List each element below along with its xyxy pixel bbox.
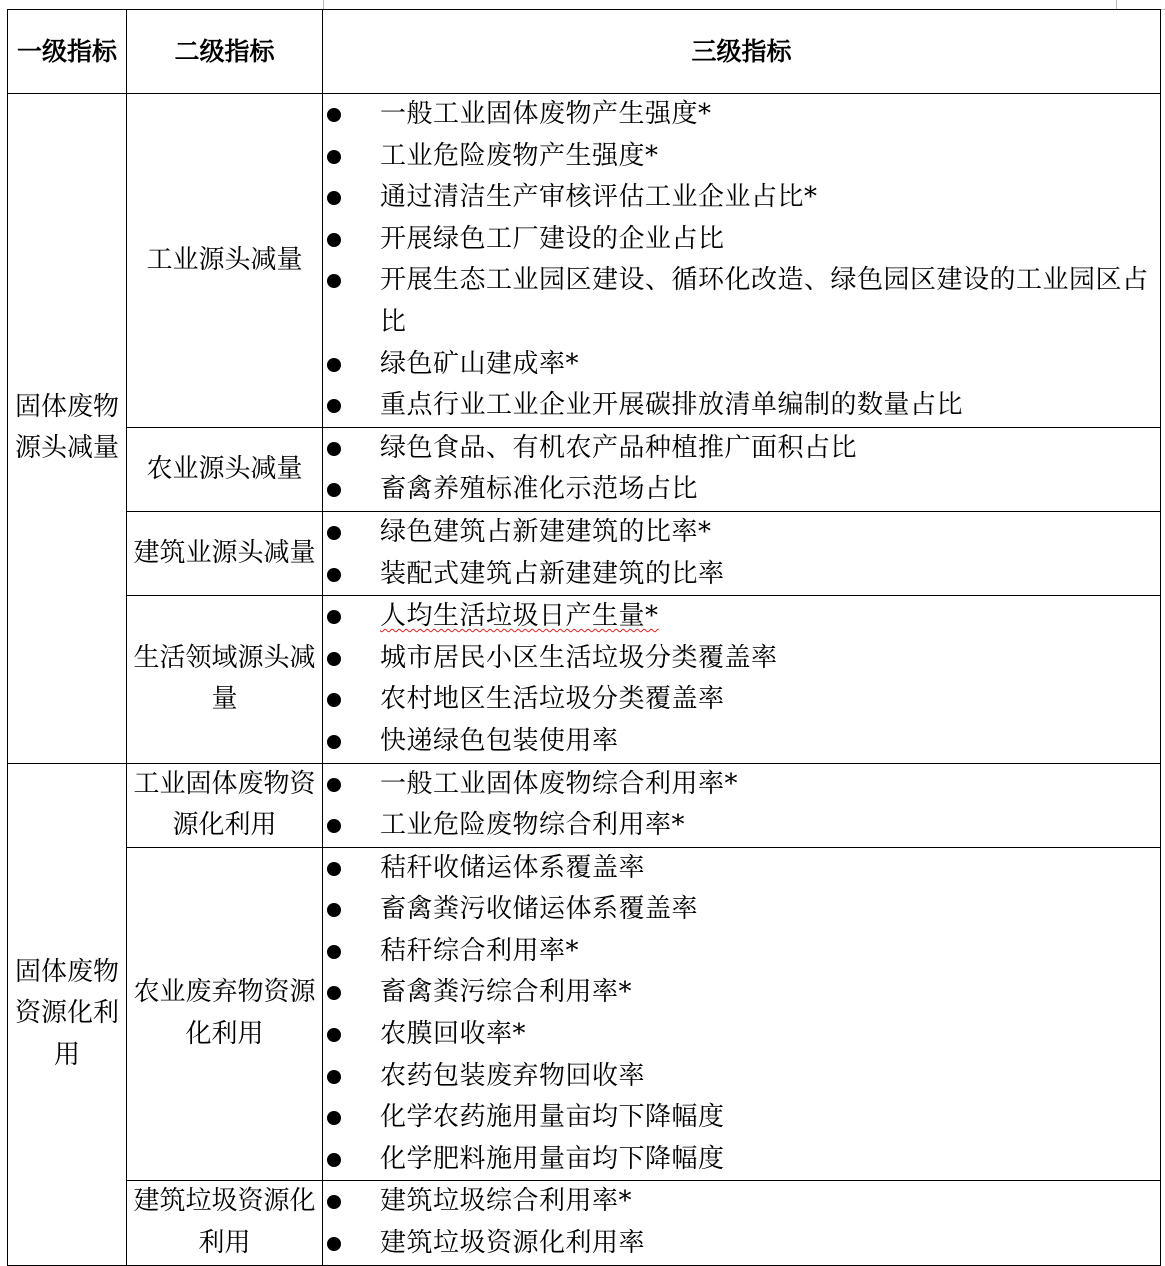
level3-cell — [323, 596, 1161, 763]
indicator-list — [323, 94, 1160, 427]
list-item: 装配式建筑占新建建筑的比率 — [323, 554, 1160, 596]
bullet-icon — [327, 862, 341, 876]
header-level2: 二级指标 — [127, 10, 323, 94]
level1-cell: 固体废物资源化利用 — [8, 763, 127, 1265]
bullet-icon — [327, 1195, 341, 1209]
list-item: 建筑垃圾资源化利用率 — [323, 1223, 1160, 1265]
bullet-icon — [327, 945, 341, 959]
bullet-icon — [327, 483, 341, 497]
bullet-icon — [327, 903, 341, 917]
list-item — [323, 596, 1160, 638]
bullet-icon — [327, 233, 341, 247]
bullet-icon — [327, 986, 341, 1000]
indicator-list — [323, 1181, 1160, 1264]
list-item: 一般工业固体废物综合利用率* — [323, 764, 1160, 806]
level2-cell: 农业源头减量 — [127, 427, 323, 511]
list-item: 化学农药施用量亩均下降幅度 — [323, 1097, 1160, 1139]
bullet-icon — [327, 568, 341, 582]
level2-cell: 生活领域源头减量 — [127, 596, 323, 763]
list-item: 工业危险废物产生强度* — [323, 136, 1160, 178]
list-item: 畜禽粪污收储运体系覆盖率 — [323, 889, 1160, 931]
level3-cell — [323, 1181, 1161, 1265]
level3-cell — [323, 511, 1161, 595]
level2-cell: 工业源头减量 — [127, 94, 323, 428]
header-level3: 三级指标 — [323, 10, 1161, 94]
bullet-icon — [327, 1237, 341, 1251]
level3-cell — [323, 763, 1161, 847]
level2-cell: 工业固体废物资源化利用 — [127, 763, 323, 847]
list-item: 农药包装废弃物回收率 — [323, 1056, 1160, 1098]
bullet-icon — [327, 108, 341, 122]
bullet-icon — [327, 1070, 341, 1084]
list-item: 秸秆收储运体系覆盖率 — [323, 848, 1160, 890]
indicator-table — [7, 9, 1161, 1266]
header-level1: 一级指标 — [8, 10, 127, 94]
table-row — [8, 427, 1161, 511]
indicator-list — [323, 428, 1160, 511]
bullet-icon — [327, 819, 341, 833]
spellcheck-flagged-text: 人均生活垃圾日产生量* — [380, 601, 659, 632]
list-item: 绿色食品、有机农产品种植推广面积占比 — [323, 428, 1160, 470]
list-item: 秸秆综合利用率* — [323, 931, 1160, 973]
bullet-icon — [327, 150, 341, 164]
bullet-icon — [327, 1111, 341, 1125]
bullet-icon — [327, 778, 341, 792]
list-item: 工业危险废物综合利用率* — [323, 805, 1160, 847]
table-row — [8, 511, 1161, 595]
bullet-icon — [327, 191, 341, 205]
level2-cell: 建筑垃圾资源化利用 — [127, 1181, 323, 1265]
list-item: 绿色矿山建成率* — [323, 344, 1160, 386]
list-item: 快递绿色包装使用率 — [323, 721, 1160, 763]
bullet-icon — [327, 610, 341, 624]
list-item: 绿色建筑占新建建筑的比率* — [323, 512, 1160, 554]
bullet-icon — [327, 693, 341, 707]
table-header-row — [8, 10, 1161, 94]
list-item: 建筑垃圾综合利用率* — [323, 1181, 1160, 1223]
list-item: 畜禽粪污综合利用率* — [323, 972, 1160, 1014]
indicator-list — [323, 764, 1160, 847]
list-item: 化学肥料施用量亩均下降幅度 — [323, 1139, 1160, 1181]
list-item: 一般工业固体废物产生强度* — [323, 94, 1160, 136]
bullet-icon — [327, 526, 341, 540]
table-row — [8, 763, 1161, 847]
list-item: 重点行业工业企业开展碳排放清单编制的数量占比 — [323, 385, 1160, 427]
bullet-icon — [327, 1028, 341, 1042]
list-item: 畜禽养殖标准化示范场占比 — [323, 469, 1160, 511]
bullet-icon — [327, 274, 341, 288]
list-item: 开展绿色工厂建设的企业占比 — [323, 219, 1160, 261]
bullet-icon — [327, 652, 341, 666]
bullet-icon — [327, 358, 341, 372]
list-item: 通过清洁生产审核评估工业企业占比* — [323, 177, 1160, 219]
level2-cell: 建筑业源头减量 — [127, 511, 323, 595]
bullet-icon — [327, 1153, 341, 1167]
level2-cell: 农业废弃物资源化利用 — [127, 847, 323, 1181]
bullet-icon — [327, 442, 341, 456]
indicator-list — [323, 512, 1160, 595]
bullet-icon — [327, 399, 341, 413]
level3-cell — [323, 847, 1161, 1181]
list-item: 城市居民小区生活垃圾分类覆盖率 — [323, 638, 1160, 680]
table-row — [8, 596, 1161, 763]
level1-cell: 固体废物源头减量 — [8, 94, 127, 764]
table-row — [8, 94, 1161, 428]
bullet-icon — [327, 735, 341, 749]
list-item: 农村地区生活垃圾分类覆盖率 — [323, 679, 1160, 721]
list-item: 开展生态工业园区建设、循环化改造、绿色园区建设的工业园区占比 — [323, 260, 1160, 343]
indicator-list — [323, 848, 1160, 1181]
level3-cell — [323, 94, 1161, 428]
table-row — [8, 1181, 1161, 1265]
table-row — [8, 847, 1161, 1181]
indicator-list — [323, 596, 1160, 762]
list-item: 农膜回收率* — [323, 1014, 1160, 1056]
level3-cell — [323, 427, 1161, 511]
